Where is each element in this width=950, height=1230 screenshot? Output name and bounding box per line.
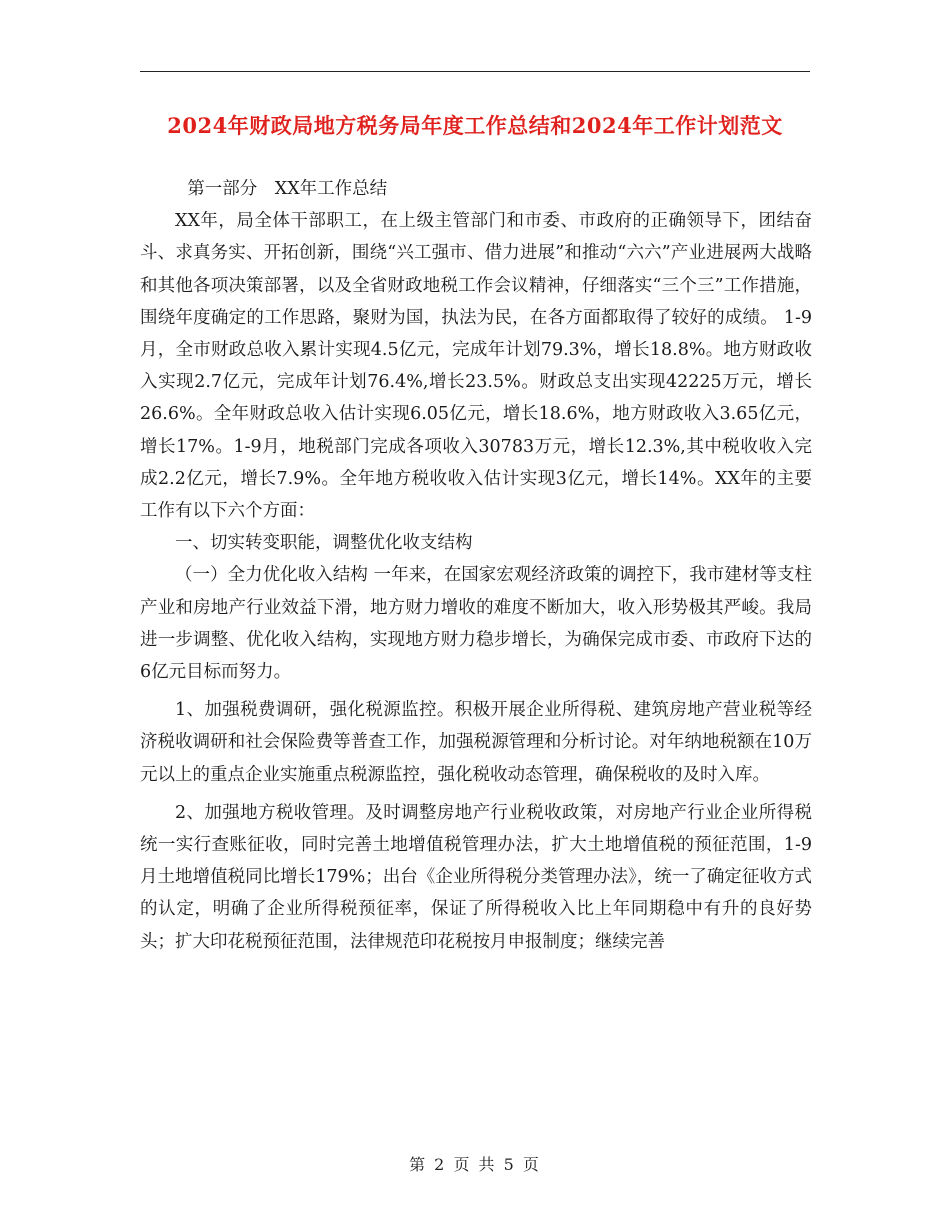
part-heading: 第一部分 XX年工作总结: [187, 179, 388, 199]
document-title: 2024年财政局地方税务局年度工作总结和2024年工作计划范文: [167, 113, 783, 138]
item-paragraph-1: 1、加强税费调研，强化税源监控。积极开展企业所得税、建筑房地产营业税等经济税收调研和社会保险费等普查工作，加强税源管理和分析讨论。对年纳地税额在10万元以上的重点企业实施重点税源监控，强化税收动态管理，确保税收的及时入库。: [140, 700, 812, 785]
document-body: [140, 173, 812, 958]
section-heading: 一、切实转变职能，调整优化收支结构: [175, 533, 473, 554]
summary-paragraph: XX年，局全体干部职工，在上级主管部门和市委、市政府的正确领导下，团结奋斗、求真务实、开拓创新，围绕“兴工强市、借力进展”和推动“六六”产业进展两大战略和其他各项决策部署，以及全省财政地税工作会议精神，仔细落实“三个三”工作措施，围绕年度确定的工作思路，聚财为国，执法为民，在各方面都取得了较好的成绩。 1-9月，全市财政总收入累计实现4.5亿元，完成年计划79.3%，增长18.8%。地方财政收入实现2.7亿元，完成年计划76.4%,增长23.5%。财政总支出实现42225万元，增长26.6%。全年财政总收入估计实现6.05亿元，增长18.6%，地方财政收入3.65亿元，增长17%。1-9月，地税部门完成各项收入30783万元，增长12.3%,其中税收收入完成2.2亿元，增长7.9%。全年地方税收收入估计实现3亿元，增长14%。XX年的主要工作有以下六个方面：: [140, 211, 812, 522]
page-footer: 第 2 页 共 5 页: [409, 1155, 541, 1174]
item-paragraph-2: 2、加强地方税收管理。及时调整房地产行业税收政策，对房地产行业企业所得税统一实行查账征收，同时完善土地增值税管理办法，扩大土地增值税的预征范围，1-9月土地增值税同比增长179%；出台《企业所得税分类管理办法》，统一了确定征收方式的认定，明确了企业所得税预征率，保证了所得税收入比上年同期稳中有升的良好势头；扩大印花税预征范围，法律规范印花税按月申报制度；继续完善: [140, 802, 812, 952]
header-rule: [140, 71, 810, 72]
subsection-paragraph: （一）全力优化收入结构 一年来，在国家宏观经济政策的调控下，我市建材等支柱产业和房地产行业效益下滑，地方财力增收的难度不断加大，收入形势极其严峻。我局进一步调整、优化收入结构，实现地方财力稳步增长，为确保完成市委、市政府下达的6亿元目标而努力。: [140, 565, 812, 683]
